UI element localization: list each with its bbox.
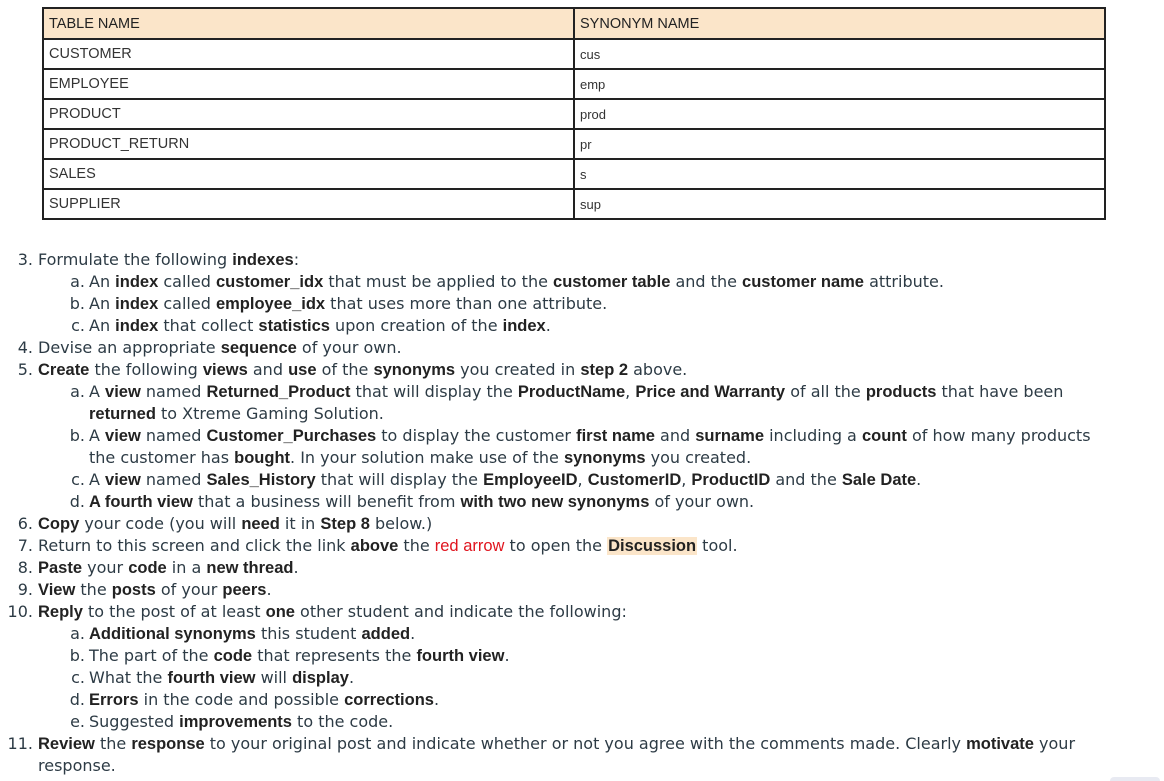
instruction-text: Return to this screen and click the link [38, 536, 351, 555]
table-row [43, 99, 1105, 129]
instruction-text: . [266, 580, 272, 599]
emphasis-text: use [288, 361, 317, 379]
emphasis-text: display [292, 669, 349, 687]
task-item [0, 601, 1120, 623]
subtask-item [0, 645, 1120, 667]
instruction-text: attribute. [863, 272, 944, 291]
task-number: 9. [17, 580, 33, 599]
table-header-row [43, 8, 1105, 39]
table-row [43, 159, 1105, 189]
instruction-text: below.) [369, 514, 433, 533]
instruction-text: , [625, 382, 636, 401]
instruction-text: your [82, 558, 129, 577]
instruction-text: of how many products the customer has [89, 426, 1091, 467]
instruction-text: An [89, 294, 116, 313]
instruction-text: of your own. [296, 338, 402, 357]
instruction-text: and the [670, 272, 743, 291]
emphasis-text: code [213, 647, 253, 665]
column-header-table-name: TABLE NAME [43, 8, 574, 39]
instruction-text: to Xtreme Gaming Solution. [155, 404, 384, 423]
subtask-letter: a. [70, 624, 85, 643]
instruction-text: of your own. [649, 492, 755, 511]
instruction-text: that will display the [350, 382, 518, 401]
emphasis-text: first name [576, 427, 655, 445]
subtask-item [0, 667, 1120, 689]
instruction-text: of your [155, 580, 223, 599]
instruction-text: the following [89, 360, 203, 379]
subtask-item [0, 425, 1120, 469]
instruction-text: you created in [455, 360, 581, 379]
instruction-text: : [293, 250, 300, 269]
emphasis-text: index [115, 295, 159, 313]
instruction-text: An [89, 316, 116, 335]
instruction-text: including a [764, 426, 862, 445]
instruction-text: this student [255, 624, 362, 643]
instruction-text: upon creation of the [329, 316, 503, 335]
emphasis-text: Sale Date [841, 471, 917, 489]
task-number: 10. [7, 602, 33, 621]
emphasis-text: index [115, 273, 159, 291]
task-number: 5. [17, 360, 33, 379]
emphasis-text: Review [38, 735, 95, 753]
table-row [43, 129, 1105, 159]
emphasis-text: step 2 [580, 361, 629, 379]
subtask-letter: e. [70, 712, 85, 731]
task-item [0, 557, 1120, 579]
emphasis-text: Customer_Purchases [206, 427, 377, 445]
subtask-item [0, 711, 1120, 733]
emphasis-text: returned [89, 405, 156, 423]
emphasis-text: with two new synonyms [460, 493, 650, 511]
emphasis-text: sequence [220, 339, 297, 357]
subtask-item [0, 491, 1120, 513]
instruction-text: , [577, 470, 588, 489]
emphasis-text: code [128, 559, 167, 577]
instruction-text: the [398, 536, 435, 555]
task-item [0, 733, 1120, 777]
red-highlight-text: red arrow [434, 537, 505, 555]
subtask-item [0, 689, 1120, 711]
emphasis-text: response [131, 735, 205, 753]
emphasis-text: fourth view [416, 647, 505, 665]
instruction-text: above. [628, 360, 688, 379]
subtask-letter: a. [70, 272, 85, 291]
task-number: 3. [17, 250, 33, 269]
synonym-cell: cus [574, 39, 1105, 69]
synonym-cell: emp [574, 69, 1105, 99]
instruction-text: named [140, 426, 207, 445]
emphasis-text: ProductName [517, 383, 626, 401]
task-item [0, 359, 1120, 381]
emphasis-text: view [105, 471, 141, 489]
emphasis-text: CustomerID [587, 471, 682, 489]
instruction-text: the [94, 734, 132, 753]
instruction-text: to open the [504, 536, 608, 555]
synonym-cell: pr [574, 129, 1105, 159]
instruction-text: in the code and possible [138, 690, 345, 709]
instruction-text: called [158, 272, 216, 291]
emphasis-text: bought [234, 449, 291, 467]
emphasis-text: fourth view [167, 669, 256, 687]
instruction-text: your code (you will [79, 514, 242, 533]
instruction-text: to your original post and indicate whether or not you agree with the comments made. Clearly [204, 734, 967, 753]
table-row [43, 39, 1105, 69]
emphasis-text: Price and Warranty [635, 383, 786, 401]
emphasis-text: Create [38, 361, 90, 379]
instruction-text: to display the customer [376, 426, 577, 445]
emphasis-text: EmployeeID [483, 471, 578, 489]
emphasis-text: Copy [38, 515, 80, 533]
emphasis-text: Reply [38, 603, 83, 621]
emphasis-text: products [865, 383, 937, 401]
emphasis-text: Returned_Product [206, 383, 351, 401]
instruction-text: Formulate the following [38, 250, 233, 269]
emphasis-text: synonyms [373, 361, 456, 379]
instruction-text: . [348, 668, 355, 687]
instruction-text: A [89, 382, 106, 401]
subtask-item [0, 271, 1120, 293]
emphasis-text: indexes [232, 251, 294, 269]
emphasis-text: Errors [89, 691, 139, 709]
emphasis-text: view [105, 427, 141, 445]
emphasis-text: View [38, 581, 76, 599]
task-item [0, 249, 1120, 271]
task-number: 8. [17, 558, 33, 577]
emphasis-text: one [265, 603, 295, 621]
instruction-text: that represents the [252, 646, 417, 665]
instruction-text: A [89, 470, 106, 489]
emphasis-text: employee_idx [215, 295, 326, 313]
emphasis-text: Additional synonyms [89, 625, 256, 643]
instruction-text: that have been [936, 382, 1064, 401]
instruction-text: your response. [38, 734, 1076, 775]
synonym-table [42, 7, 1106, 220]
subtask-letter: b. [69, 646, 85, 665]
instruction-text: tool. [697, 536, 738, 555]
column-header-synonym-name: SYNONYM NAME [574, 8, 1105, 39]
emphasis-text: need [241, 515, 280, 533]
emphasis-text: customer name [742, 273, 864, 291]
instruction-text: . In your solution make use of the [290, 448, 564, 467]
instruction-text: of all the [785, 382, 866, 401]
table-row [43, 69, 1105, 99]
emphasis-text: index [502, 317, 546, 335]
emphasis-text: new thread [206, 559, 294, 577]
emphasis-text: motivate [966, 735, 1034, 753]
emphasis-text: corrections [344, 691, 434, 709]
synonym-cell: prod [574, 99, 1105, 129]
table-name-cell: PRODUCT_RETURN [43, 129, 574, 159]
instruction-text: An [89, 272, 116, 291]
instruction-text: . [410, 624, 416, 643]
instruction-text: Devise an appropriate [38, 338, 221, 357]
subtask-letter: c. [71, 668, 85, 687]
task-item [0, 535, 1120, 557]
instruction-text: named [140, 470, 207, 489]
instruction-text: to the post of at least [82, 602, 266, 621]
instruction-text: that collect [158, 316, 259, 335]
task-number: 4. [17, 338, 33, 357]
instruction-text: and [654, 426, 696, 445]
synonym-cell: sup [574, 189, 1105, 219]
table-name-cell: SALES [43, 159, 574, 189]
emphasis-text: customer table [553, 273, 671, 291]
instruction-text: , [681, 470, 692, 489]
subtask-letter: d. [69, 492, 85, 511]
table-name-cell: EMPLOYEE [43, 69, 574, 99]
emphasis-text: index [115, 317, 159, 335]
emphasis-text: peers [222, 581, 267, 599]
subtask-item [0, 315, 1120, 337]
emphasis-text: count [861, 427, 907, 445]
subtask-item [0, 293, 1120, 315]
highlighted-term: Discussion [608, 537, 697, 555]
instruction-text: . [545, 316, 551, 335]
instruction-text: of the [316, 360, 374, 379]
subtask-letter: c. [71, 316, 85, 335]
task-item [0, 579, 1120, 601]
instruction-text: that must be applied to the [323, 272, 554, 291]
subtask-item [0, 469, 1120, 491]
emphasis-text: Paste [38, 559, 83, 577]
emphasis-text: posts [111, 581, 156, 599]
emphasis-text: surname [695, 427, 765, 445]
subtask-letter: b. [69, 294, 85, 313]
task-item [0, 337, 1120, 359]
scroll-corner [1110, 777, 1160, 781]
emphasis-text: customer_idx [215, 273, 324, 291]
table-name-cell: CUSTOMER [43, 39, 574, 69]
emphasis-text: improvements [179, 713, 292, 731]
emphasis-text: statistics [258, 317, 330, 335]
instruction-text: The part of the [89, 646, 214, 665]
table-name-cell: PRODUCT [43, 99, 574, 129]
subtask-letter: c. [71, 470, 85, 489]
table-row [43, 189, 1105, 219]
emphasis-text: synonyms [563, 449, 646, 467]
emphasis-text: added [361, 625, 411, 643]
instruction-text: Suggested [89, 712, 180, 731]
subtask-item [0, 623, 1120, 645]
instruction-text: called [158, 294, 216, 313]
emphasis-text: views [202, 361, 248, 379]
instruction-text: . [504, 646, 510, 665]
subtask-letter: a. [70, 382, 85, 401]
instruction-text: you created. [645, 448, 752, 467]
instruction-text: it in [279, 514, 321, 533]
emphasis-text: above [350, 537, 399, 555]
instruction-text: named [140, 382, 207, 401]
instruction-text: will [255, 668, 293, 687]
emphasis-text: Sales_History [206, 471, 316, 489]
emphasis-text: Step 8 [320, 515, 370, 533]
task-list [0, 249, 1120, 777]
instruction-text: in a [166, 558, 207, 577]
instruction-text: . [916, 470, 922, 489]
task-number: 7. [17, 536, 33, 555]
subtask-letter: b. [69, 426, 85, 445]
instruction-text: that a business will benefit from [192, 492, 461, 511]
subtask-item [0, 381, 1120, 425]
instruction-text: to the code. [291, 712, 394, 731]
task-number: 6. [17, 514, 33, 533]
instruction-text: . [293, 558, 299, 577]
instruction-text: that uses more than one attribute. [325, 294, 608, 313]
instruction-text: other student and indicate the following: [294, 602, 627, 621]
task-item [0, 513, 1120, 535]
task-number: 11. [7, 734, 33, 753]
emphasis-text: A fourth view [89, 493, 193, 511]
table-name-cell: SUPPLIER [43, 189, 574, 219]
instruction-text: A [89, 426, 106, 445]
synonym-cell: s [574, 159, 1105, 189]
instruction-text: that will display the [315, 470, 484, 489]
emphasis-text: ProductID [691, 471, 771, 489]
instruction-text: and [247, 360, 289, 379]
instruction-text: What the [89, 668, 168, 687]
subtask-letter: d. [69, 690, 85, 709]
instruction-text: the [75, 580, 112, 599]
instruction-text: . [433, 690, 440, 709]
emphasis-text: view [105, 383, 141, 401]
instruction-text: and the [770, 470, 842, 489]
